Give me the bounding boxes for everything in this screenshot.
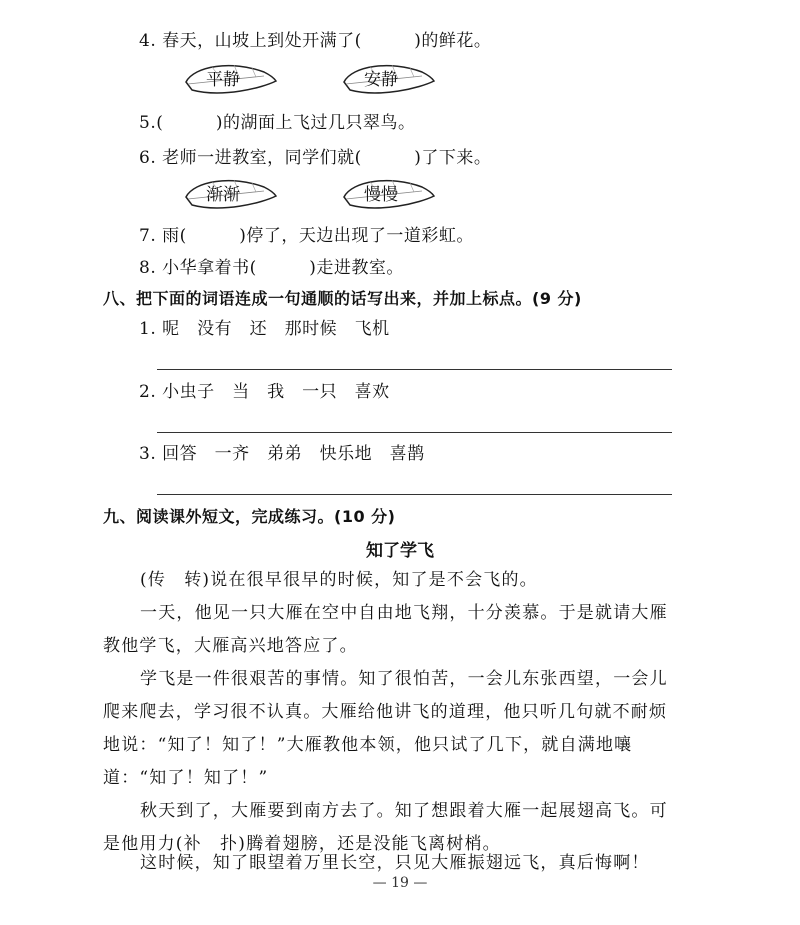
question-7: 7. 雨( )停了，天边出现了一道彩虹。 [139, 226, 474, 246]
word-leaf-4 [340, 177, 435, 213]
leaf-word: 平静 [206, 70, 240, 90]
sentence-item-2: 2. 小虫子 当 我 一只 喜欢 [139, 382, 390, 402]
answer-line-3[interactable] [157, 494, 672, 495]
passage-paragraph-2: 一天，他见一只大雁在空中自由地飞翔，十分羡慕。于是就请大雁教他学飞，大雁高兴地答应了。 [103, 603, 668, 656]
leaf-word: 慢慢 [364, 185, 398, 205]
leaf-word: 安静 [364, 70, 398, 90]
sentence-item-3: 3. 回答 一齐 弟弟 快乐地 喜鹊 [139, 444, 425, 464]
question-8: 8. 小华拿着书( )走进教室。 [139, 258, 404, 278]
passage-paragraph-5: 这时候，知了眼望着万里长空，只见大雁振翅远飞，真后悔啊！ [140, 853, 650, 873]
leaf-word: 渐渐 [206, 185, 240, 205]
word-leaf-3 [182, 177, 277, 213]
question-6: 6. 老师一进教室，同学们就( )了下来。 [139, 148, 492, 168]
passage-title: 知了学飞 [366, 541, 434, 561]
answer-line-2[interactable] [157, 432, 672, 433]
word-leaf-2 [340, 62, 435, 98]
question-4: 4. 春天，山坡上到处开满了( )的鲜花。 [139, 31, 492, 51]
question-5: 5.( )的湖面上飞过几只翠鸟。 [139, 113, 416, 133]
word-leaf-1 [182, 62, 277, 98]
section-8-heading: 八、把下面的词语连成一句通顺的话写出来，并加上标点。(9 分) [103, 289, 582, 308]
passage-paragraph-3: 学飞是一件很艰苦的事情。知了很怕苦，一会儿东张西望，一会儿爬来爬去，学习很不认真。大雁给他讲飞的道理，他只听几句就不耐烦地说：“知了！知了！”大雁教他本领，他只试了几下，就自满地嚷道：“知了！知了！” [103, 669, 668, 788]
section-9-heading: 九、阅读课外短文，完成练习。(10 分) [103, 507, 396, 526]
passage-paragraph-1: (传 转)说在很早很早的时候，知了是不会飞的。 [140, 570, 538, 590]
sentence-item-1: 1. 呢 没有 还 那时候 飞机 [139, 319, 390, 339]
answer-line-1[interactable] [157, 369, 672, 370]
page-number: — 19 — [372, 875, 428, 891]
passage-paragraph-4: 秋天到了，大雁要到南方去了。知了想跟着大雁一起展翅高飞。可是他用力(补 扑)腾着翅膀，还是没能飞离树梢。 [103, 801, 668, 854]
